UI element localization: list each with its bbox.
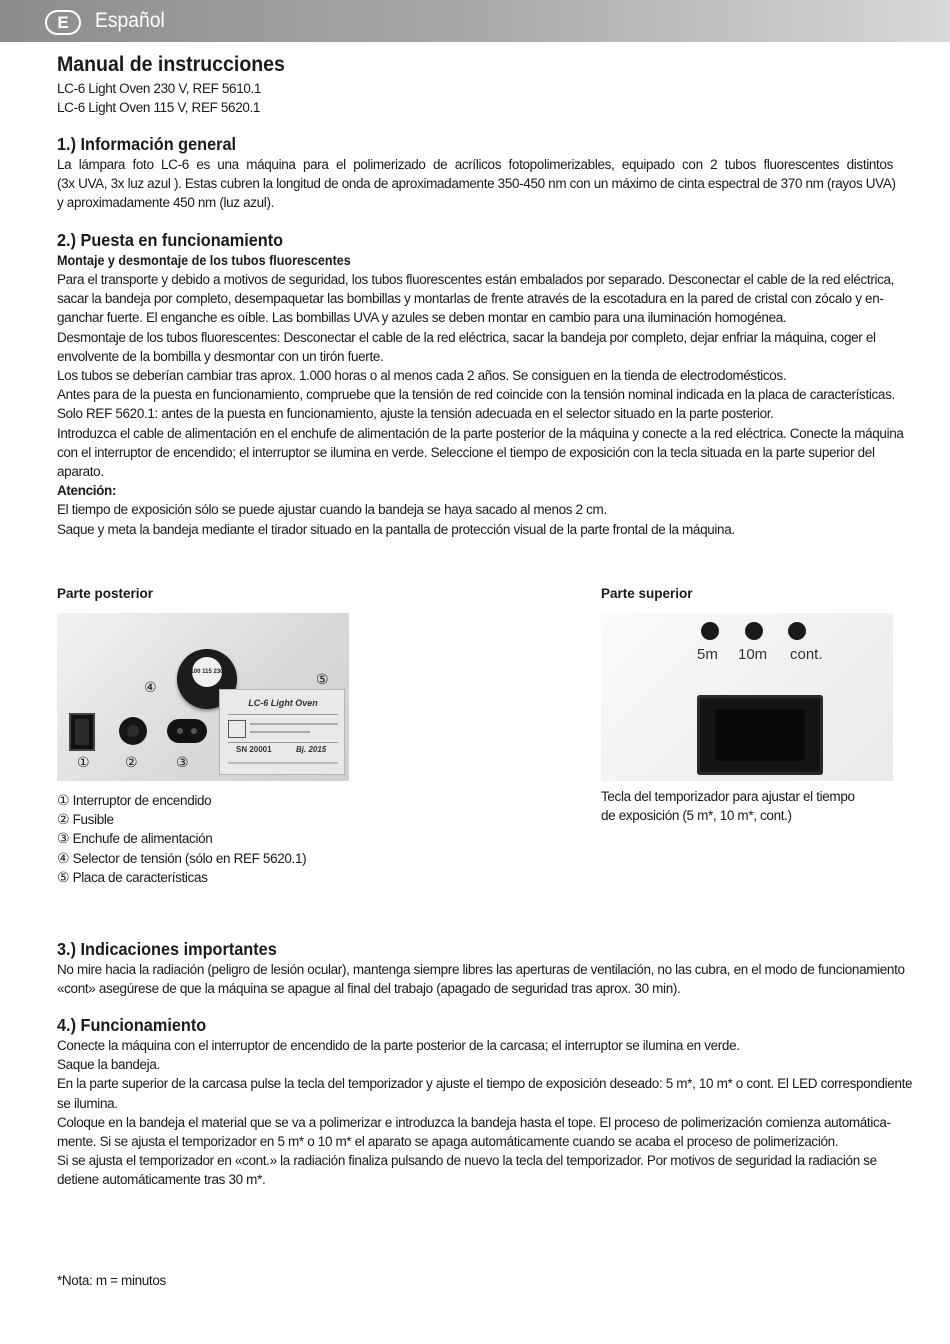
legend-item: ⑤ Placa de características	[57, 868, 208, 885]
model-line: LC-6 Light Oven 230 V, REF 5610.1	[57, 81, 262, 96]
figure-label-rear: Parte posterior	[57, 586, 154, 601]
marker-3: ③	[176, 754, 189, 770]
section-heading: 4.) Funcionamiento	[57, 1015, 207, 1035]
selector-mark: 115	[202, 669, 212, 675]
paragraph-line: Saque la bandeja.	[57, 1057, 160, 1073]
language-name: Español	[95, 9, 165, 32]
page-title: Manual de instrucciones	[57, 53, 285, 76]
section-heading: 3.) Indicaciones importantes	[57, 939, 277, 959]
led-indicator	[745, 622, 763, 640]
paragraph-line: La lámpara foto LC-6 es una máquina para el polimerizado de acrílicos fotopolimerizables, equipado con 2 tubos fluorescentes distintos	[57, 157, 893, 172]
figure-label-top: Parte superior	[601, 586, 693, 601]
rating-plate-serial: SN 20001	[236, 745, 272, 754]
marker-5: ⑤	[316, 671, 329, 687]
legend-item: ① Interruptor de encendido	[57, 792, 212, 808]
timer-button	[697, 695, 823, 775]
title-block	[57, 52, 893, 117]
section-general-info	[57, 133, 896, 213]
paragraph-line: Desmontaje de los tubos fluorescentes: Desconectar el cable de la red eléctrica, sacar la bandeja por completo, dejar enfriar la máquina, coger el	[57, 329, 876, 345]
top-panel-photo	[601, 613, 893, 781]
section-heading: 2.) Puesta en funcionamiento	[57, 230, 284, 250]
section-heading: 1.) Información general	[57, 134, 237, 154]
paragraph-line: Saque y meta la bandeja mediante el tirador situado en la pantalla de protección visual de la parte frontal de la máquina.	[57, 521, 735, 537]
paragraph-line: sacar la bandeja por completo, desempaquetar las bombillas y montarlas de frente através de la escotadura en la pared de cristal con zócalo y en-	[57, 291, 884, 307]
legend-item: ④ Selector de tensión (sólo en REF 5620.1)	[57, 849, 307, 866]
paragraph-line: con el interruptor de encendido; el interruptor se ilumina en verde. Seleccione el tiempo de exposición con la tecla situada en la parte superior del	[57, 444, 875, 460]
model-line: LC-6 Light Oven 115 V, REF 5620.1	[57, 100, 261, 116]
paragraph-line: Coloque en la bandeja el material que se va a polimerizar e introduzca la bandeja hasta el tope. El proceso de polimerización comienza automática-	[57, 1114, 891, 1130]
page-header	[0, 0, 950, 42]
paragraph-line: y aproximadamente 450 nm (luz azul).	[57, 195, 275, 211]
paragraph-line: Introduzca el cable de alimentación en el enchufe de alimentación de la parte posterior de la máquina y conecte a la red eléctrica. Conecte la máquina	[57, 425, 904, 441]
selector-mark: 100	[190, 669, 201, 675]
paragraph-line: El tiempo de exposición sólo se puede ajustar cuando la bandeja se haya sacado al menos 2 cm.	[57, 502, 607, 518]
rating-plate	[219, 689, 345, 775]
rating-plate-title: LC-6 Light Oven	[248, 698, 318, 708]
attention-label: Atención:	[57, 483, 117, 499]
paragraph-line: «cont» asegúrese de que la máquina se apague al final del trabajo (apagado de seguridad tras aprox. 30 min).	[57, 981, 681, 997]
paragraph-line: Los tubos se deberían cambiar tras aprox. 1.000 horas o al menos cada 2 años. Se consiguen en la tienda de electrodomésticos.	[57, 368, 787, 384]
section-startup	[57, 229, 904, 539]
led-indicator	[701, 622, 719, 640]
paragraph-line: envolvente de la bombilla y desmontar con un tirón fuerte.	[57, 348, 384, 364]
led-label: 10m	[738, 646, 768, 663]
paragraph-line: Conecte la máquina con el interruptor de encendido de la parte posterior de la carcasa; el interruptor se ilumina en verde.	[57, 1038, 740, 1053]
paragraph-line: aparato.	[57, 464, 104, 480]
marker-2: ②	[125, 754, 138, 770]
paragraph-line: (3x UVA, 3x luz azul ). Estas cubren la longitud de onda de aproximadamente 350-450 nm con un máximo de cinta espectral de 370 nm (rayos UVA)	[57, 176, 896, 192]
paragraph-line: Si se ajusta el temporizador en «cont.» la radiación finaliza pulsando de nuevo la tecla del temporizador. Por motivos de seguridad la radiación se	[57, 1153, 877, 1169]
section-important-notes	[57, 938, 905, 998]
led-indicator	[788, 622, 806, 640]
caption-line: de exposición (5 m*, 10 m*, cont.)	[601, 808, 792, 824]
subsection-heading: Montaje y desmontaje de los tubos fluorescentes	[57, 253, 351, 268]
led-label: cont.	[790, 646, 823, 663]
section-operation	[57, 1014, 913, 1190]
power-switch	[69, 713, 95, 751]
rating-plate-year: Bj. 2015	[296, 745, 327, 754]
selector-mark: 230	[213, 669, 224, 675]
paragraph-line: Antes para de la puesta en funcionamiento, compruebe que la tensión de red coincide con la tensión nominal indicada en la placa de características.	[57, 387, 895, 403]
legend-item: ② Fusible	[57, 811, 114, 828]
paragraph-line: se ilumina.	[57, 1095, 118, 1111]
power-socket	[167, 719, 207, 743]
marker-1: ①	[77, 754, 90, 770]
paragraph-line: No mire hacia la radiación (peligro de lesión ocular), mantenga siempre libres las aperturas de ventilación, no las cubra, en el modo de funcionamiento	[57, 962, 905, 977]
caption-line: Tecla del temporizador para ajustar el tiempo	[601, 789, 855, 804]
paragraph-line: ganchar fuerte. El enganche es oíble. Las bombillas UVA y azules se deben montar en cambio para una iluminación homogénea.	[57, 310, 787, 326]
footnote: *Nota: m = minutos	[57, 1273, 166, 1288]
rear-panel-photo	[57, 613, 349, 781]
top-caption	[601, 787, 855, 825]
language-badge: E	[45, 10, 81, 35]
fuse-holder	[119, 717, 147, 745]
led-label: 5m	[697, 646, 718, 663]
paragraph-line: Para el transporte y debido a motivos de seguridad, los tubos fluorescentes están embalados por separado. Desconectar el cable de la red eléctrica,	[57, 272, 895, 287]
paragraph-line: Solo REF 5620.1: antes de la puesta en funcionamiento, ajuste la tensión adecuada en el selector situado en la parte posterior.	[57, 406, 774, 422]
paragraph-line: detiene automáticamente tras 30 m*.	[57, 1172, 266, 1188]
marker-4: ④	[144, 679, 157, 695]
rear-legend	[57, 791, 306, 887]
paragraph-line: En la parte superior de la carcasa pulse la tecla del temporizador y ajuste el tiempo de exposición deseado: 5 m*, 10 m* o cont. El LED correspondiente	[57, 1076, 913, 1092]
paragraph-line: mente. Si se ajusta el temporizador en 5 m* o 10 m* el aparato se apaga automáticamente cuando se acaba el proceso de polimerización.	[57, 1134, 839, 1150]
legend-item: ③ Enchufe de alimentación	[57, 830, 213, 847]
